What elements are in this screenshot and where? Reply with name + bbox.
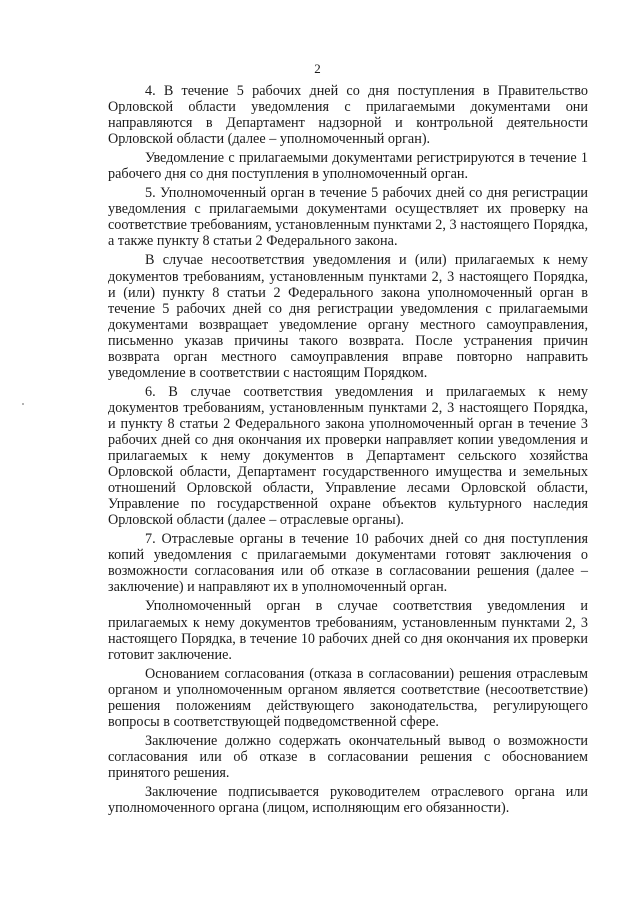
- paragraph-6: 6. В случае соответствия уведомления и прилагаемых к нему документов требованиям, установленным пунктами 2, 3 настоящего Порядка, и пункту 8 статьи 2 Федерального закона уполномоченный орган в течение 3 рабочих дней со дня окончания их проверки направляет копии уведомления и прилагаемых к нему документов в Департамент сельского хозяйства Орловской области, Департамент государственного имущества и земельных отношений Орловской области, Управление лесами Орловской области, Управление по государственной охране объектов культурного наследия Орловской области (далее – отраслевые органы).: [108, 383, 588, 529]
- document-body: [108, 83, 588, 816]
- paragraph-conclusion-content: Заключение должно содержать окончательный вывод о возможности согласования или об отказе в согласовании решения с обоснованием принятого решения.: [108, 732, 588, 781]
- paragraph-conclusion-signature: Заключение подписывается руководителем отраслевого органа или уполномоченного органа (лицом, исполняющим его обязанности).: [108, 783, 588, 817]
- paragraph-basis-of-approval: Основанием согласования (отказа в согласовании) решения отраслевым органом и уполномоченным органом является соответствие (несоответствие) решения положениям действующего законодательства, регулирующего вопросы в соответствующей подведомственной сфере.: [108, 665, 588, 730]
- paragraph-4: 4. В течение 5 рабочих дней со дня поступления в Правительство Орловской области уведомления с прилагаемыми документами они направляются в Департамент надзорной и контрольной деятельности Орловской области (далее – уполномоченный орган).: [108, 83, 588, 148]
- margin-dot: [22, 403, 24, 405]
- paragraph-7: 7. Отраслевые органы в течение 10 рабочих дней со дня поступления копий уведомления с прилагаемыми документами готовят заключения о возможности согласования или об отказе в согласовании решения (далее – заключение) и направляют их в уполномоченный орган.: [108, 531, 588, 596]
- paragraph-nonconformity-return: В случае несоответствия уведомления и (или) прилагаемых к нему документов требованиям, установленным пунктами 2, 3 настоящего Порядка, и (или) пункту 8 статьи 2 Федерального закона уполномоченный орган в течение 5 рабочих дней со дня регистрации уведомления с прилагаемыми документами возвращает уведомление органу местного самоуправления, письменно указав причины такого возврата. После устранения причин возврата орган местного самоуправления вправе повторно направить уведомление в соответствии с настоящим Порядком.: [108, 252, 588, 381]
- paragraph-5: 5. Уполномоченный орган в течение 5 рабочих дней со дня регистрации уведомления с прилагаемыми документами осуществляет их проверку на соответствие требованиям, установленным пунктами 2, 3 настоящего Порядка, а также пункту 8 статьи 2 Федерального закона.: [108, 185, 588, 250]
- page-number: 2: [314, 61, 321, 76]
- paragraph-notification-registration: Уведомление с прилагаемыми документами регистрируются в течение 1 рабочего дня со дня поступления в уполномоченный орган.: [108, 150, 588, 183]
- paragraph-authorized-body-conclusion: Уполномоченный орган в случае соответствия уведомления и прилагаемых к нему документов требованиям, установленным пунктами 2, 3 настоящего Порядка, в течение 10 рабочих дней со дня окончания их проверки готовит заключение.: [108, 598, 588, 663]
